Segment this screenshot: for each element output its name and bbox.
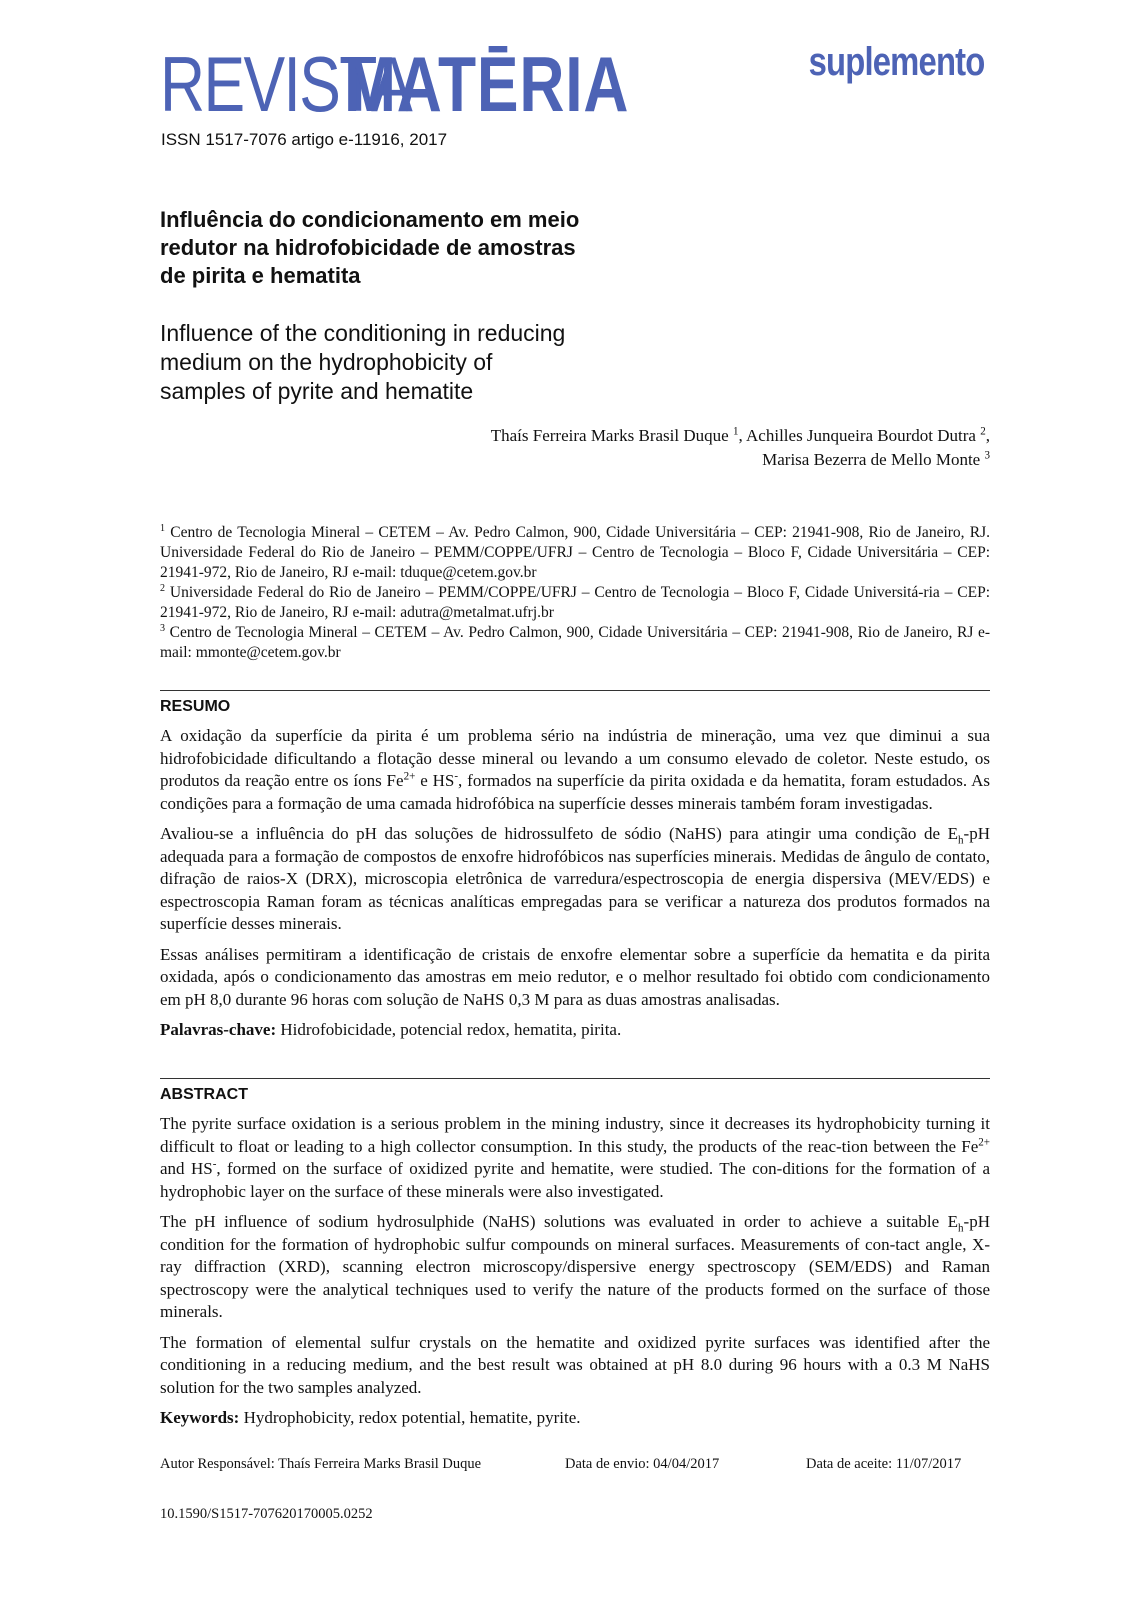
author-affil-marker: 1 xyxy=(732,425,739,438)
date-accepted: Data de aceite: 11/07/2017 xyxy=(806,1456,962,1472)
resumo-paragraph: A oxidação da superfície da pirita é um problema sério na indústria de mineração, uma vez que diminui a sua hidrofobicidade dificultando a flotação desse mineral ou levando a um consumo elevado de coletor. Neste estudo, os produtos da reação entre os íons $Fe^{2+}$ e HS-, formados na superfície da pirita oxidada e da hematita, foram estudados. As condições para a formação de uma camada hidrofóbica na superfície desses minerais também foram investigadas. xyxy=(160,726,990,813)
keywords-label: Palavras-chave: xyxy=(160,1020,277,1039)
affiliations xyxy=(160,523,990,663)
author-name: Achilles Junqueira Bourdot Dutra xyxy=(746,426,976,445)
affiliation-text: Centro de Tecnologia Mineral – CETEM – Av. Pedro Calmon, 900, Cidade Universitária – CEP: 21941-908, Rio de Janeiro, RJ e-mail: mmonte@cetem.gov.br xyxy=(160,624,990,661)
abstract-heading: ABSTRACT xyxy=(160,1086,248,1103)
affiliation-marker: 3 xyxy=(160,622,166,634)
affiliation-marker: 1 xyxy=(160,522,166,534)
resumo-paragraph: Avaliou-se a influência do pH das soluções de hidrossulfeto de sódio (NaHS) para atingir uma condição de $E_h-pH$ adequada para a formação de compostos de enxofre hidrofóbicos nas superfícies minerais. Medidas de ângulo de contato, difração de raios-X (DRX), microscopia eletrônica de varredura/espectroscopia de energia dispersiva (MEV/EDS) e espectroscopia Raman foram as técnicas analíticas empregadas para se verificar a natureza dos produtos formados na superfície desses minerais. xyxy=(160,824,990,933)
abstract-keywords xyxy=(160,1407,990,1430)
resumo-keywords xyxy=(160,1019,990,1042)
date-sent: Data de envio: 04/04/2017 xyxy=(565,1456,720,1472)
title-pt-line: de pirita e hematita xyxy=(160,263,361,288)
abstract-section xyxy=(160,1078,990,1438)
masthead-bold-text: MATĒRIA xyxy=(344,40,630,128)
title-en-line: Influence of the conditioning in reducing xyxy=(160,320,566,346)
author-affil-marker: 2 xyxy=(980,425,986,438)
abstract-paragraph: The pyrite surface oxidation is a serious problem in the mining industry, since it decreases its hydrophobicity turning it difficult to float or leading to a high collector consumption. In this study, the products of the reac-tion between the $Fe^{2+}$ and HS-, formed on the surface of oxidized pyrite and hematite, were studied. The con-ditions for the formation of a hydrophobic layer on the surface of these minerals were also investigated. xyxy=(160,1114,991,1201)
title-en-line: medium on the hydrophobicity of xyxy=(160,349,493,375)
title-en-line: samples of pyrite and hematite xyxy=(160,378,474,404)
journal-masthead xyxy=(160,40,630,128)
abstract-paragraph: The formation of elemental sulfur crystals on the hematite and oxidized pyrite surfaces was identified after the conditioning in a reducing medium, and the best result was obtained at pH 8.0 during 96 hours with a 0.3 M NaHS solution for the two samples analyzed. xyxy=(160,1332,990,1397)
title-english xyxy=(160,319,680,406)
affiliation-marker: 2 xyxy=(160,582,166,594)
masthead-light-text: REVISTA xyxy=(160,40,412,128)
keywords-text: Hydrophobicity, redox potential, hematite, pyrite. xyxy=(239,1408,581,1427)
title-portuguese xyxy=(160,206,680,290)
affiliation-item xyxy=(160,623,990,663)
issn-line: ISSN 1517-7076 artigo e-11916, 2017 xyxy=(161,130,448,149)
author-affil-marker: 3 xyxy=(984,449,990,462)
keywords-label: Keywords: xyxy=(160,1408,240,1427)
supplement-label: suplemento xyxy=(808,40,984,84)
keywords-text: Hidrofobicidade, potencial redox, hematita, pirita. xyxy=(276,1020,622,1039)
title-pt-line: Influência do condicionamento em meio xyxy=(160,207,580,232)
resumo-section xyxy=(160,690,990,1050)
abstract-paragraph: The pH influence of sodium hydrosulphide (NaHS) solutions was evaluated in order to achieve a suitable $E_h-pH$ condition for the formation of hydrophobic sulfur compounds on mineral surfaces. Measurements of con-tact angle, X-ray diffraction (XRD), scanning electron microscopy/dispersive energy spectroscopy (SEM/EDS) and Raman spectroscopy were the analytical techniques used to verify the nature of the products formed on the surface of those minerals. xyxy=(160,1212,990,1321)
author-name: Marisa Bezerra de Mello Monte xyxy=(762,450,981,469)
author-list: Thaís Ferreira Marks Brasil Duque $^1$, Achilles Junqueira Bourdot Dutra $^2$, Marisa Bezerra de Mello Monte $^3$ xyxy=(490,425,990,469)
doi: 10.1590/S1517-707620170005.0252 xyxy=(160,1506,373,1522)
responsible-author: Autor Responsável: Thaís Ferreira Marks Brasil Duque xyxy=(160,1456,482,1472)
affiliation-text: Centro de Tecnologia Mineral – CETEM – Av. Pedro Calmon, 900, Cidade Universitária – CEP: 21941-908, Rio de Janeiro, RJ. Universidade Federal do Rio de Janeiro – PEMM/COPPE/UFRJ – Centro de Tecnologia – Bloco F, Cidade Universitária – CEP: 21941-972, Rio de Janeiro, RJ e-mail: tduque@cetem.gov.br xyxy=(160,524,991,581)
affiliation-item xyxy=(160,583,990,623)
affiliation-item xyxy=(160,523,990,583)
resumo-heading: RESUMO xyxy=(160,698,231,715)
author-name: Thaís Ferreira Marks Brasil Duque xyxy=(490,426,729,445)
affiliation-text: Universidade Federal do Rio de Janeiro – PEMM/COPPE/UFRJ – Centro de Tecnologia – Bloco F, Cidade Universitá-ria – CEP: 21941-972, Rio de Janeiro, RJ e-mail: adutra@metalmat.ufrj.br xyxy=(160,584,990,621)
resumo-paragraph: Essas análises permitiram a identificação de cristais de enxofre elementar sobre a superfície da hematita e da pirita oxidada, após o condicionamento das amostras em meio redutor, e o melhor resultado foi obtido com condicionamento em pH 8,0 durante 96 horas com solução de NaHS 0,3 M para as duas amostras analisadas. xyxy=(160,944,990,1009)
title-pt-line: redutor na hidrofobicidade de amostras xyxy=(160,235,576,260)
